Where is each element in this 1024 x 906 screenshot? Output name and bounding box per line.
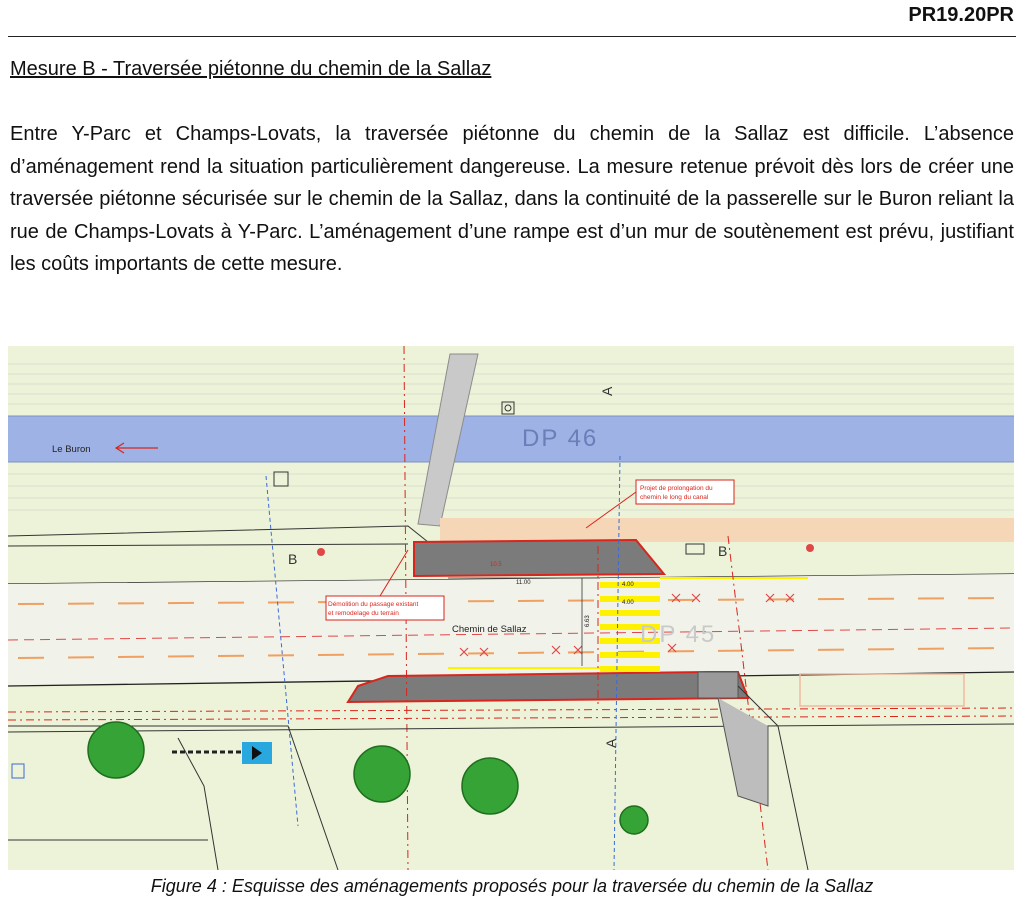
canal-path <box>440 518 1014 542</box>
upper-ramp <box>414 540 664 576</box>
label-section-a-top: A <box>599 386 615 396</box>
label-section-b-right: B <box>718 543 728 559</box>
dim-11: 11.00 <box>516 580 531 586</box>
callout-demolition-text: Démolition du passage existant et remodelage du terrain <box>328 601 419 617</box>
dim-4b: 4.00 <box>622 600 634 606</box>
body-paragraph: Entre Y-Parc et Champs-Lovats, la traversée piétonne du chemin de la Sallaz est difficile. L’absence d’aménagement rend la situation particulièrement dangereuse. La mesure retenue prévoit dès lors de créer une traversée piétonne sécurisée sur le chemin de la Sallaz, dans la continuité de la passerelle sur le Buron reliant la rue de Champs-Lovats à Y-Parc. L’aménagement d’une rampe est d’un mur de soutènement est prévu, justifiant les coûts importants de cette mesure. <box>10 123 1014 275</box>
header-rule <box>8 36 1016 37</box>
section-title: Mesure B - Traversée piétonne du chemin de la Sallaz <box>10 58 492 80</box>
label-dp46: DP 46 <box>522 425 599 452</box>
dim-4a: 4.00 <box>622 582 634 588</box>
river-le-buron <box>8 416 1014 462</box>
label-dp45: DP 45 <box>640 621 717 648</box>
label-section-a-bottom: A <box>603 738 619 748</box>
label-river: Le Buron <box>52 444 91 455</box>
tree-icon <box>620 806 648 834</box>
site-plan-drawing <box>8 346 1014 870</box>
document-reference: PR19.20PR <box>908 4 1014 26</box>
dim-6: 6.63 <box>585 615 591 627</box>
site-plan-figure <box>8 346 1014 870</box>
callout-canal-text: Projet de prolongation du chemin le long du canal <box>640 485 713 501</box>
figure-caption: Figure 4 : Esquisse des aménagements proposés pour la traversée du chemin de la Sallaz <box>150 876 874 896</box>
label-road: Chemin de Sallaz <box>452 624 527 635</box>
tree-icon <box>354 746 410 802</box>
label-section-b-left: B <box>288 551 298 567</box>
tree-icon <box>88 722 144 778</box>
lower-ramp <box>348 672 748 702</box>
tree-icon <box>462 758 518 814</box>
ramp-slope: 10.5 <box>490 562 502 568</box>
